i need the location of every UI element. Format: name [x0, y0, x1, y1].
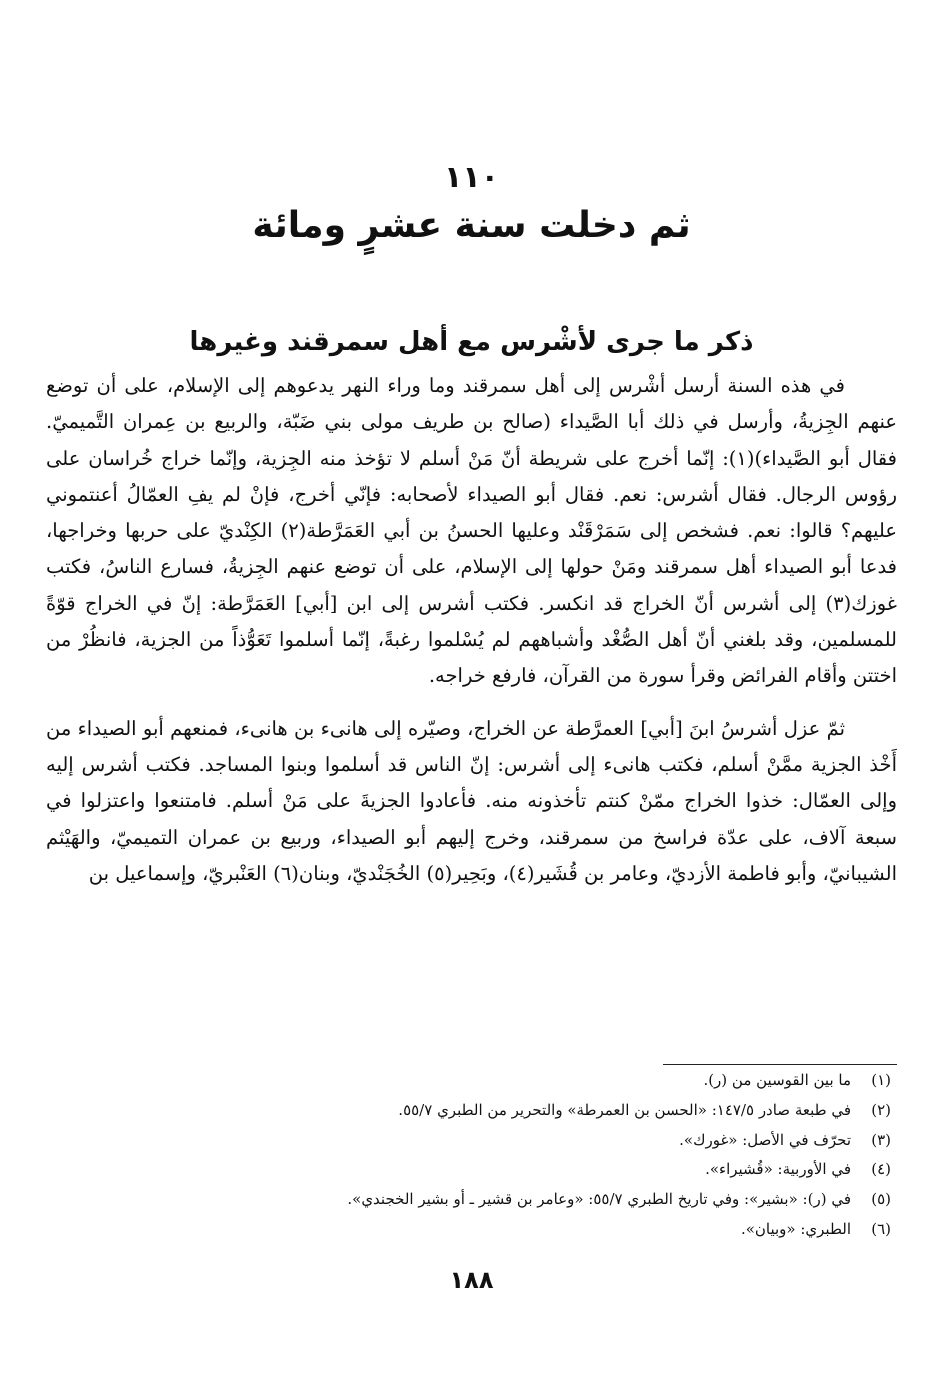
footnote: [46, 1096, 891, 1126]
footnote: [46, 1126, 891, 1156]
footnote: [46, 1185, 891, 1215]
footnote-marker: (٣): [871, 1130, 891, 1149]
footnote: [46, 1215, 891, 1245]
footnote-text: تحرّف في الأصل: «غورك».: [679, 1130, 851, 1149]
footnote: [46, 1066, 891, 1096]
footnote-text: في طبعة صادر ١٤٧/٥: «الحسن بن العمرطة» والتحرير من الطبري ٥٥/٧.: [398, 1100, 851, 1119]
footnote-marker: (١): [871, 1071, 891, 1089]
paragraph: ثمّ عزل أشرسُ ابنَ [أبي] العمرَّطة عن الخراج، وصيّره إلى هانىء بن هانىء، فمنعهم أبو الصيداء من أَخْذ الجزية ممَّنْ أسلم، فكتب هانىء إلى أشرس: إنّ الناس قد أسلموا وبنوا المساجد. فكتب أشرس إليه وإلى العمّال: خذوا الخراج ممّنْ كنتم تأخذونه منه. فأعادوا الجزيةَ على مَنْ أسلم. فامتنعوا واعتزلوا في سبعة آلاف، على عدّة فراسخ من سمرقند، وخرج إليهم أبو الصيداء، وربيع بن عمران التميميّ، والهَيْثم الشيبانيّ، وأبو فاطمة الأزديّ، وعامر بن قُشَير(٤)، وبَحِير(٥) الخُجَنْديّ، وبنان(٦) العَنْبريّ، وإسماعيل بن: [46, 716, 897, 885]
footnote: [46, 1155, 891, 1185]
chapter-title: ثم دخلت سنة عشرٍ ومائة: [252, 205, 691, 246]
footnote-text: ما بين القوسين من (ر).: [703, 1071, 851, 1089]
footnote-marker: (٥): [871, 1190, 891, 1209]
year-number: ١١٠: [444, 160, 499, 195]
body-text: [46, 368, 897, 892]
footnote-marker: (٦): [871, 1219, 891, 1238]
footnote-text: الطبري: «وبيان».: [740, 1219, 851, 1238]
footnote-divider: [663, 1064, 897, 1065]
footnote-text: في (ر): «بشير»: وفي تاريخ الطبري ٥٥/٧: «وعامر بن قشير ـ أو بشير الخجندي».: [347, 1190, 851, 1209]
footnote-text: في الأوربية: «قُشيراء».: [705, 1160, 851, 1179]
footnote-marker: (٢): [871, 1100, 891, 1119]
section-heading: ذكر ما جرى لأشْرس مع أهل سمرقند وغيرها: [189, 327, 754, 357]
footnote-marker: (٤): [871, 1160, 891, 1179]
paragraph: في هذه السنة أرسل أشْرس إلى أهل سمرقند وما وراء النهر يدعوهم إلى الإسلام، على أن توضع عنهم الجِزيةُ، وأرسل في ذلك أبا الصَّيداء (صالح بن طريف مولى بني ضَبّة، والربيع بن عِمران التَّميميّ. فقال أبو الصَّيداء)(١): إنّما أخرج على شريطة أنّ مَنْ أسلم لا تؤخذ منه الجِزية، وإنّما خراج خُراسان على رؤوس الرجال. فقال أشرس: نعم. فقال أبو الصيداء لأصحابه: فإنّي أخرج، فإنْ لم يفِ العمّالُ أعنتموني عليهم؟ قالوا: نعم. فشخص إلى سَمَرْقَنْد وعليها الحسنُ بن أبي العَمَرَّطة(٢) الكِنْديّ على حربها وخراجها، فدعا أبو الصيداء أهل سمرقند ومَنْ حولها إلى الإسلام، على أن توضع عنهم الجِزيةُ، فسارع الناسُ، فكتب غوزك(٣) إلى أشرس أنّ الخراج قد انكسر. فكتب أشرس إلى ابن [أبي] العَمَرَّطة: إنّ في الخراج قوّةً للمسلمين، وقد بلغني أنّ أهل الصُّغْد وأشباههم لم يُسْلموا رغبةً، إنّما أسلموا تَعَوُّذاً من الجزية، فانظُرْ من اختتن وأقام الفرائض وقرأ سورة من القرآن، فارفع خراجه.: [46, 374, 897, 688]
page-number: ١٨٨: [449, 1266, 494, 1294]
footnotes-list: [46, 1066, 891, 1245]
